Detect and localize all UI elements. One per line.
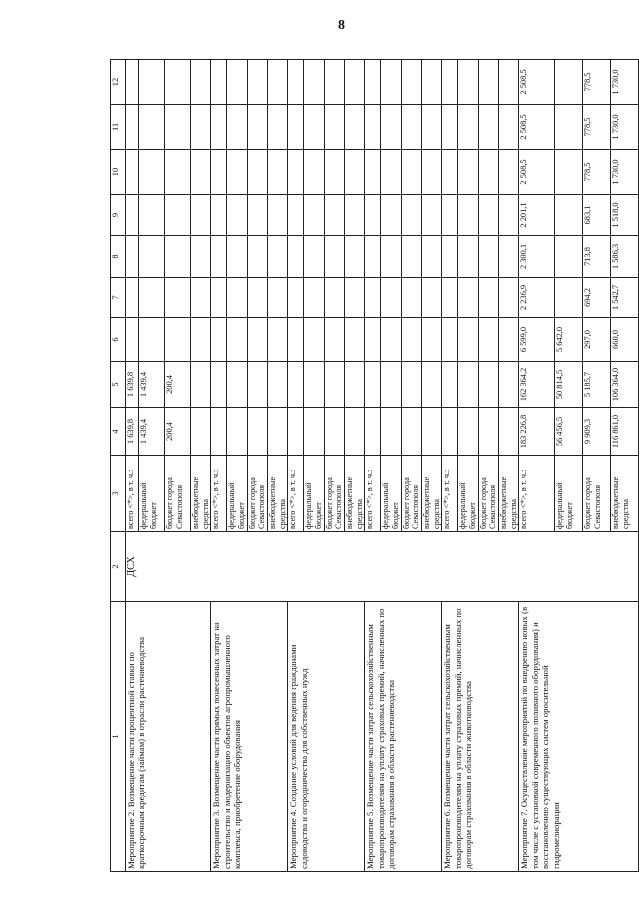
value-cell [458, 105, 478, 150]
value-cell [211, 278, 227, 318]
column-number-7: 7 [111, 278, 126, 318]
activity-name: Мероприятие 3. Возмещение части прямых понесенных затрат на строительство и модернизацию объектов агропромышленного комплекса, приобретение оборудования [211, 602, 288, 872]
value-cell [381, 60, 401, 105]
value-cell: 297,0 [583, 318, 611, 362]
value-cell [401, 318, 421, 362]
table-row [211, 60, 227, 872]
funding-source-extra: внебюджетные средства [191, 456, 211, 532]
activity-name: Мероприятие 5. Возмещение части затрат сельскохозяйственным товаропроизводителям на уплату страховых премий, начисленных по договорам страхования в области растениеводства [365, 602, 442, 872]
value-cell [247, 105, 267, 150]
value-cell: 2 300,1 [519, 236, 555, 278]
value-cell: 778,5 [583, 150, 611, 195]
value-cell: 116 861,0 [611, 408, 639, 456]
value-cell [247, 408, 267, 456]
value-cell [442, 236, 458, 278]
value-cell: 1 639,8 [126, 362, 139, 408]
value-cell: 778,5 [583, 105, 611, 150]
value-cell [422, 318, 442, 362]
column-number-10: 10 [111, 150, 126, 195]
value-cell [324, 408, 344, 456]
value-cell [268, 362, 288, 408]
value-cell: 50 814,5 [555, 362, 583, 408]
value-cell [365, 105, 381, 150]
table-row [288, 60, 304, 872]
funding-source-total: всего <*>, в т. ч.: [519, 456, 555, 532]
value-cell: 5 185,7 [583, 362, 611, 408]
value-cell [304, 278, 324, 318]
value-cell: 6 599,0 [519, 318, 555, 362]
value-cell [401, 408, 421, 456]
value-cell [126, 236, 139, 278]
value-cell [139, 150, 165, 195]
value-cell [365, 408, 381, 456]
table-rotator [110, 60, 631, 872]
value-cell [227, 236, 247, 278]
funding-source-federal: федеральный бюджет [139, 456, 165, 532]
value-cell [191, 150, 211, 195]
value-cell [191, 60, 211, 105]
value-cell [165, 150, 191, 195]
activity-name: Мероприятие 2. Возмещение части процентной ставки по краткосрочным кредитам (займам) в отрасли растениеводства [126, 602, 211, 872]
funding-source-total: всего <*>, в т. ч.: [365, 456, 381, 532]
value-cell [165, 105, 191, 150]
value-cell [458, 408, 478, 456]
value-cell: 713,8 [583, 236, 611, 278]
value-cell [288, 105, 304, 150]
value-cell [478, 195, 498, 236]
value-cell [458, 60, 478, 105]
value-cell [211, 150, 227, 195]
value-cell: 1 439,4 [139, 362, 165, 408]
value-cell: 694,2 [583, 278, 611, 318]
value-cell [381, 195, 401, 236]
value-cell [499, 236, 519, 278]
table-row [442, 60, 458, 872]
column-number-12: 12 [111, 60, 126, 105]
activity-name: Мероприятие 4. Создание условий для ведения гражданами садоводства и огородничества для собственных нужд [288, 602, 365, 872]
value-cell [499, 278, 519, 318]
funding-source-city: бюджет города Севастополя [165, 456, 191, 532]
value-cell [458, 362, 478, 408]
value-cell [499, 195, 519, 236]
column-number-6: 6 [111, 318, 126, 362]
value-cell [555, 236, 583, 278]
column-number-4: 4 [111, 408, 126, 456]
funding-source-federal: федеральный бюджет [227, 456, 247, 532]
value-cell [268, 318, 288, 362]
activity-name: Мероприятие 6. Возмещение части затрат сельскохозяйственным товаропроизводителям на уплату страховых премий, начисленных по договорам страхования в области животноводства [442, 602, 519, 872]
value-cell [126, 278, 139, 318]
value-cell [478, 105, 498, 150]
value-cell [345, 105, 365, 150]
value-cell [191, 105, 211, 150]
value-cell: 162 364,2 [519, 362, 555, 408]
value-cell [211, 60, 227, 105]
value-cell [324, 105, 344, 150]
value-cell [442, 105, 458, 150]
funding-source-total: всего <*>, в т. ч.: [126, 456, 139, 532]
value-cell [139, 236, 165, 278]
value-cell [165, 278, 191, 318]
value-cell: 1 730,0 [611, 105, 639, 150]
value-cell: 200,4 [165, 408, 191, 456]
value-cell [191, 408, 211, 456]
value-cell [345, 362, 365, 408]
value-cell [211, 408, 227, 456]
value-cell [499, 408, 519, 456]
value-cell [381, 236, 401, 278]
funding-source-extra: внебюджетные средства [499, 456, 519, 532]
value-cell [268, 60, 288, 105]
value-cell [227, 150, 247, 195]
page-number: 8 [338, 18, 345, 33]
value-cell [555, 105, 583, 150]
value-cell [442, 408, 458, 456]
value-cell [165, 195, 191, 236]
column-number-3: 3 [111, 456, 126, 532]
value-cell: 5 642,0 [555, 318, 583, 362]
value-cell [345, 60, 365, 105]
value-cell [458, 278, 478, 318]
value-cell [365, 318, 381, 362]
funding-source-federal: федеральный бюджет [304, 456, 324, 532]
value-cell [288, 362, 304, 408]
value-cell [365, 362, 381, 408]
value-cell [345, 318, 365, 362]
value-cell [211, 318, 227, 362]
table-row [365, 60, 381, 872]
value-cell [126, 150, 139, 195]
value-cell [401, 362, 421, 408]
value-cell [288, 236, 304, 278]
value-cell [247, 150, 267, 195]
value-cell [499, 60, 519, 105]
value-cell [345, 195, 365, 236]
value-cell [458, 195, 478, 236]
value-cell [126, 60, 139, 105]
column-number-1: 1 [111, 602, 126, 872]
value-cell [227, 60, 247, 105]
value-cell [478, 150, 498, 195]
value-cell: 183 226,8 [519, 408, 555, 456]
value-cell: 660,0 [611, 318, 639, 362]
value-cell [227, 318, 247, 362]
value-cell [499, 362, 519, 408]
value-cell: 2 508,5 [519, 150, 555, 195]
value-cell [139, 60, 165, 105]
value-cell: 106 364,0 [611, 362, 639, 408]
column-number-8: 8 [111, 236, 126, 278]
value-cell [165, 60, 191, 105]
value-cell [191, 195, 211, 236]
rotated-table-area [110, 60, 631, 872]
funding-source-extra: внебюджетные средства [268, 456, 288, 532]
value-cell [304, 195, 324, 236]
value-cell [139, 195, 165, 236]
value-cell [478, 60, 498, 105]
value-cell [304, 60, 324, 105]
value-cell [422, 236, 442, 278]
value-cell [304, 236, 324, 278]
value-cell: 1 518,0 [611, 195, 639, 236]
value-cell [304, 408, 324, 456]
value-cell [381, 408, 401, 456]
value-cell [478, 362, 498, 408]
value-cell [422, 195, 442, 236]
value-cell [268, 195, 288, 236]
value-cell [324, 150, 344, 195]
value-cell [324, 278, 344, 318]
table-row [126, 60, 139, 872]
value-cell [165, 318, 191, 362]
value-cell [365, 236, 381, 278]
value-cell [247, 60, 267, 105]
funding-source-total: всего <*>, в т. ч.: [442, 456, 458, 532]
value-cell [442, 318, 458, 362]
value-cell [268, 105, 288, 150]
value-cell [191, 236, 211, 278]
value-cell [365, 150, 381, 195]
value-cell [126, 105, 139, 150]
value-cell [381, 150, 401, 195]
table-row [519, 60, 555, 872]
value-cell [227, 195, 247, 236]
value-cell [458, 150, 478, 195]
value-cell [191, 278, 211, 318]
value-cell [288, 408, 304, 456]
value-cell: 2 236,9 [519, 278, 555, 318]
value-cell [324, 195, 344, 236]
value-cell: 683,1 [583, 195, 611, 236]
value-cell [555, 150, 583, 195]
value-cell [288, 150, 304, 195]
value-cell: 1 542,7 [611, 278, 639, 318]
value-cell [401, 278, 421, 318]
value-cell [247, 318, 267, 362]
value-cell [401, 150, 421, 195]
value-cell [288, 278, 304, 318]
funding-source-city: бюджет города Севастополя [324, 456, 344, 532]
value-cell [304, 318, 324, 362]
value-cell [247, 362, 267, 408]
budget-table [110, 59, 639, 872]
value-cell [442, 278, 458, 318]
value-cell [365, 278, 381, 318]
value-cell [268, 278, 288, 318]
value-cell [304, 150, 324, 195]
value-cell [304, 105, 324, 150]
value-cell: 778,5 [583, 60, 611, 105]
value-cell [442, 150, 458, 195]
value-cell [268, 408, 288, 456]
executor-cell: ДСХ [126, 532, 639, 602]
value-cell [381, 278, 401, 318]
value-cell [499, 150, 519, 195]
value-cell [381, 362, 401, 408]
value-cell [227, 278, 247, 318]
value-cell [422, 362, 442, 408]
value-cell [422, 60, 442, 105]
value-cell [401, 105, 421, 150]
value-cell [478, 318, 498, 362]
value-cell [211, 236, 227, 278]
value-cell [422, 408, 442, 456]
value-cell [211, 195, 227, 236]
value-cell [268, 150, 288, 195]
value-cell [247, 195, 267, 236]
value-cell [288, 318, 304, 362]
value-cell [442, 195, 458, 236]
header-row [111, 60, 126, 872]
value-cell [191, 362, 211, 408]
value-cell [422, 105, 442, 150]
value-cell [401, 60, 421, 105]
value-cell: 2 508,5 [519, 105, 555, 150]
value-cell [324, 362, 344, 408]
value-cell [345, 150, 365, 195]
funding-source-city: бюджет города Севастополя [478, 456, 498, 532]
value-cell [401, 236, 421, 278]
value-cell: 2 508,5 [519, 60, 555, 105]
value-cell [555, 60, 583, 105]
value-cell [227, 408, 247, 456]
value-cell: 200,4 [165, 362, 191, 408]
value-cell [555, 195, 583, 236]
value-cell: 2 201,1 [519, 195, 555, 236]
funding-source-city: бюджет города Севастополя [401, 456, 421, 532]
value-cell [126, 318, 139, 362]
value-cell [227, 362, 247, 408]
value-cell [165, 236, 191, 278]
funding-source-federal: федеральный бюджет [458, 456, 478, 532]
value-cell [499, 318, 519, 362]
value-cell [345, 408, 365, 456]
value-cell [247, 278, 267, 318]
column-number-5: 5 [111, 362, 126, 408]
value-cell [555, 278, 583, 318]
value-cell [324, 236, 344, 278]
value-cell [324, 318, 344, 362]
value-cell: 1 639,8 [126, 408, 139, 456]
value-cell: 1 730,0 [611, 150, 639, 195]
value-cell [422, 150, 442, 195]
funding-source-extra: внебюджетные средства [611, 456, 639, 532]
funding-source-federal: федеральный бюджет [555, 456, 583, 532]
funding-source-extra: внебюджетные средства [345, 456, 365, 532]
value-cell [442, 60, 458, 105]
value-cell [139, 278, 165, 318]
value-cell [288, 60, 304, 105]
value-cell [247, 236, 267, 278]
value-cell [126, 195, 139, 236]
funding-source-total: всего <*>, в т. ч.: [211, 456, 227, 532]
value-cell [442, 362, 458, 408]
value-cell [422, 278, 442, 318]
value-cell [191, 318, 211, 362]
funding-source-city: бюджет города Севастополя [247, 456, 267, 532]
funding-source-city: бюджет города Севастополя [583, 456, 611, 532]
value-cell [401, 195, 421, 236]
column-number-2: 2 [111, 532, 126, 602]
value-cell [288, 195, 304, 236]
value-cell [139, 105, 165, 150]
value-cell: 1 730,0 [611, 60, 639, 105]
value-cell [478, 408, 498, 456]
value-cell: 1 586,3 [611, 236, 639, 278]
value-cell: 1 439,4 [139, 408, 165, 456]
value-cell [211, 105, 227, 150]
value-cell [345, 278, 365, 318]
value-cell [381, 105, 401, 150]
value-cell [268, 236, 288, 278]
value-cell: 56 456,5 [555, 408, 583, 456]
value-cell [211, 362, 227, 408]
funding-source-total: всего <*>, в т. ч.: [288, 456, 304, 532]
activity-name: Мероприятие 7. Осуществление мероприятий по внедрению новых (в том числе с установкой современного поливного оборудования) и восстановлению существующих систем оросительной гидромелиорации [519, 602, 639, 872]
value-cell [458, 318, 478, 362]
value-cell [478, 278, 498, 318]
value-cell [458, 236, 478, 278]
funding-source-extra: внебюджетные средства [422, 456, 442, 532]
column-number-9: 9 [111, 195, 126, 236]
value-cell [345, 236, 365, 278]
value-cell [139, 318, 165, 362]
funding-source-federal: федеральный бюджет [381, 456, 401, 532]
value-cell [365, 60, 381, 105]
value-cell [365, 195, 381, 236]
value-cell [478, 236, 498, 278]
value-cell [499, 105, 519, 150]
value-cell [227, 105, 247, 150]
value-cell [324, 60, 344, 105]
value-cell [381, 318, 401, 362]
value-cell: 9 909,3 [583, 408, 611, 456]
value-cell [304, 362, 324, 408]
column-number-11: 11 [111, 105, 126, 150]
